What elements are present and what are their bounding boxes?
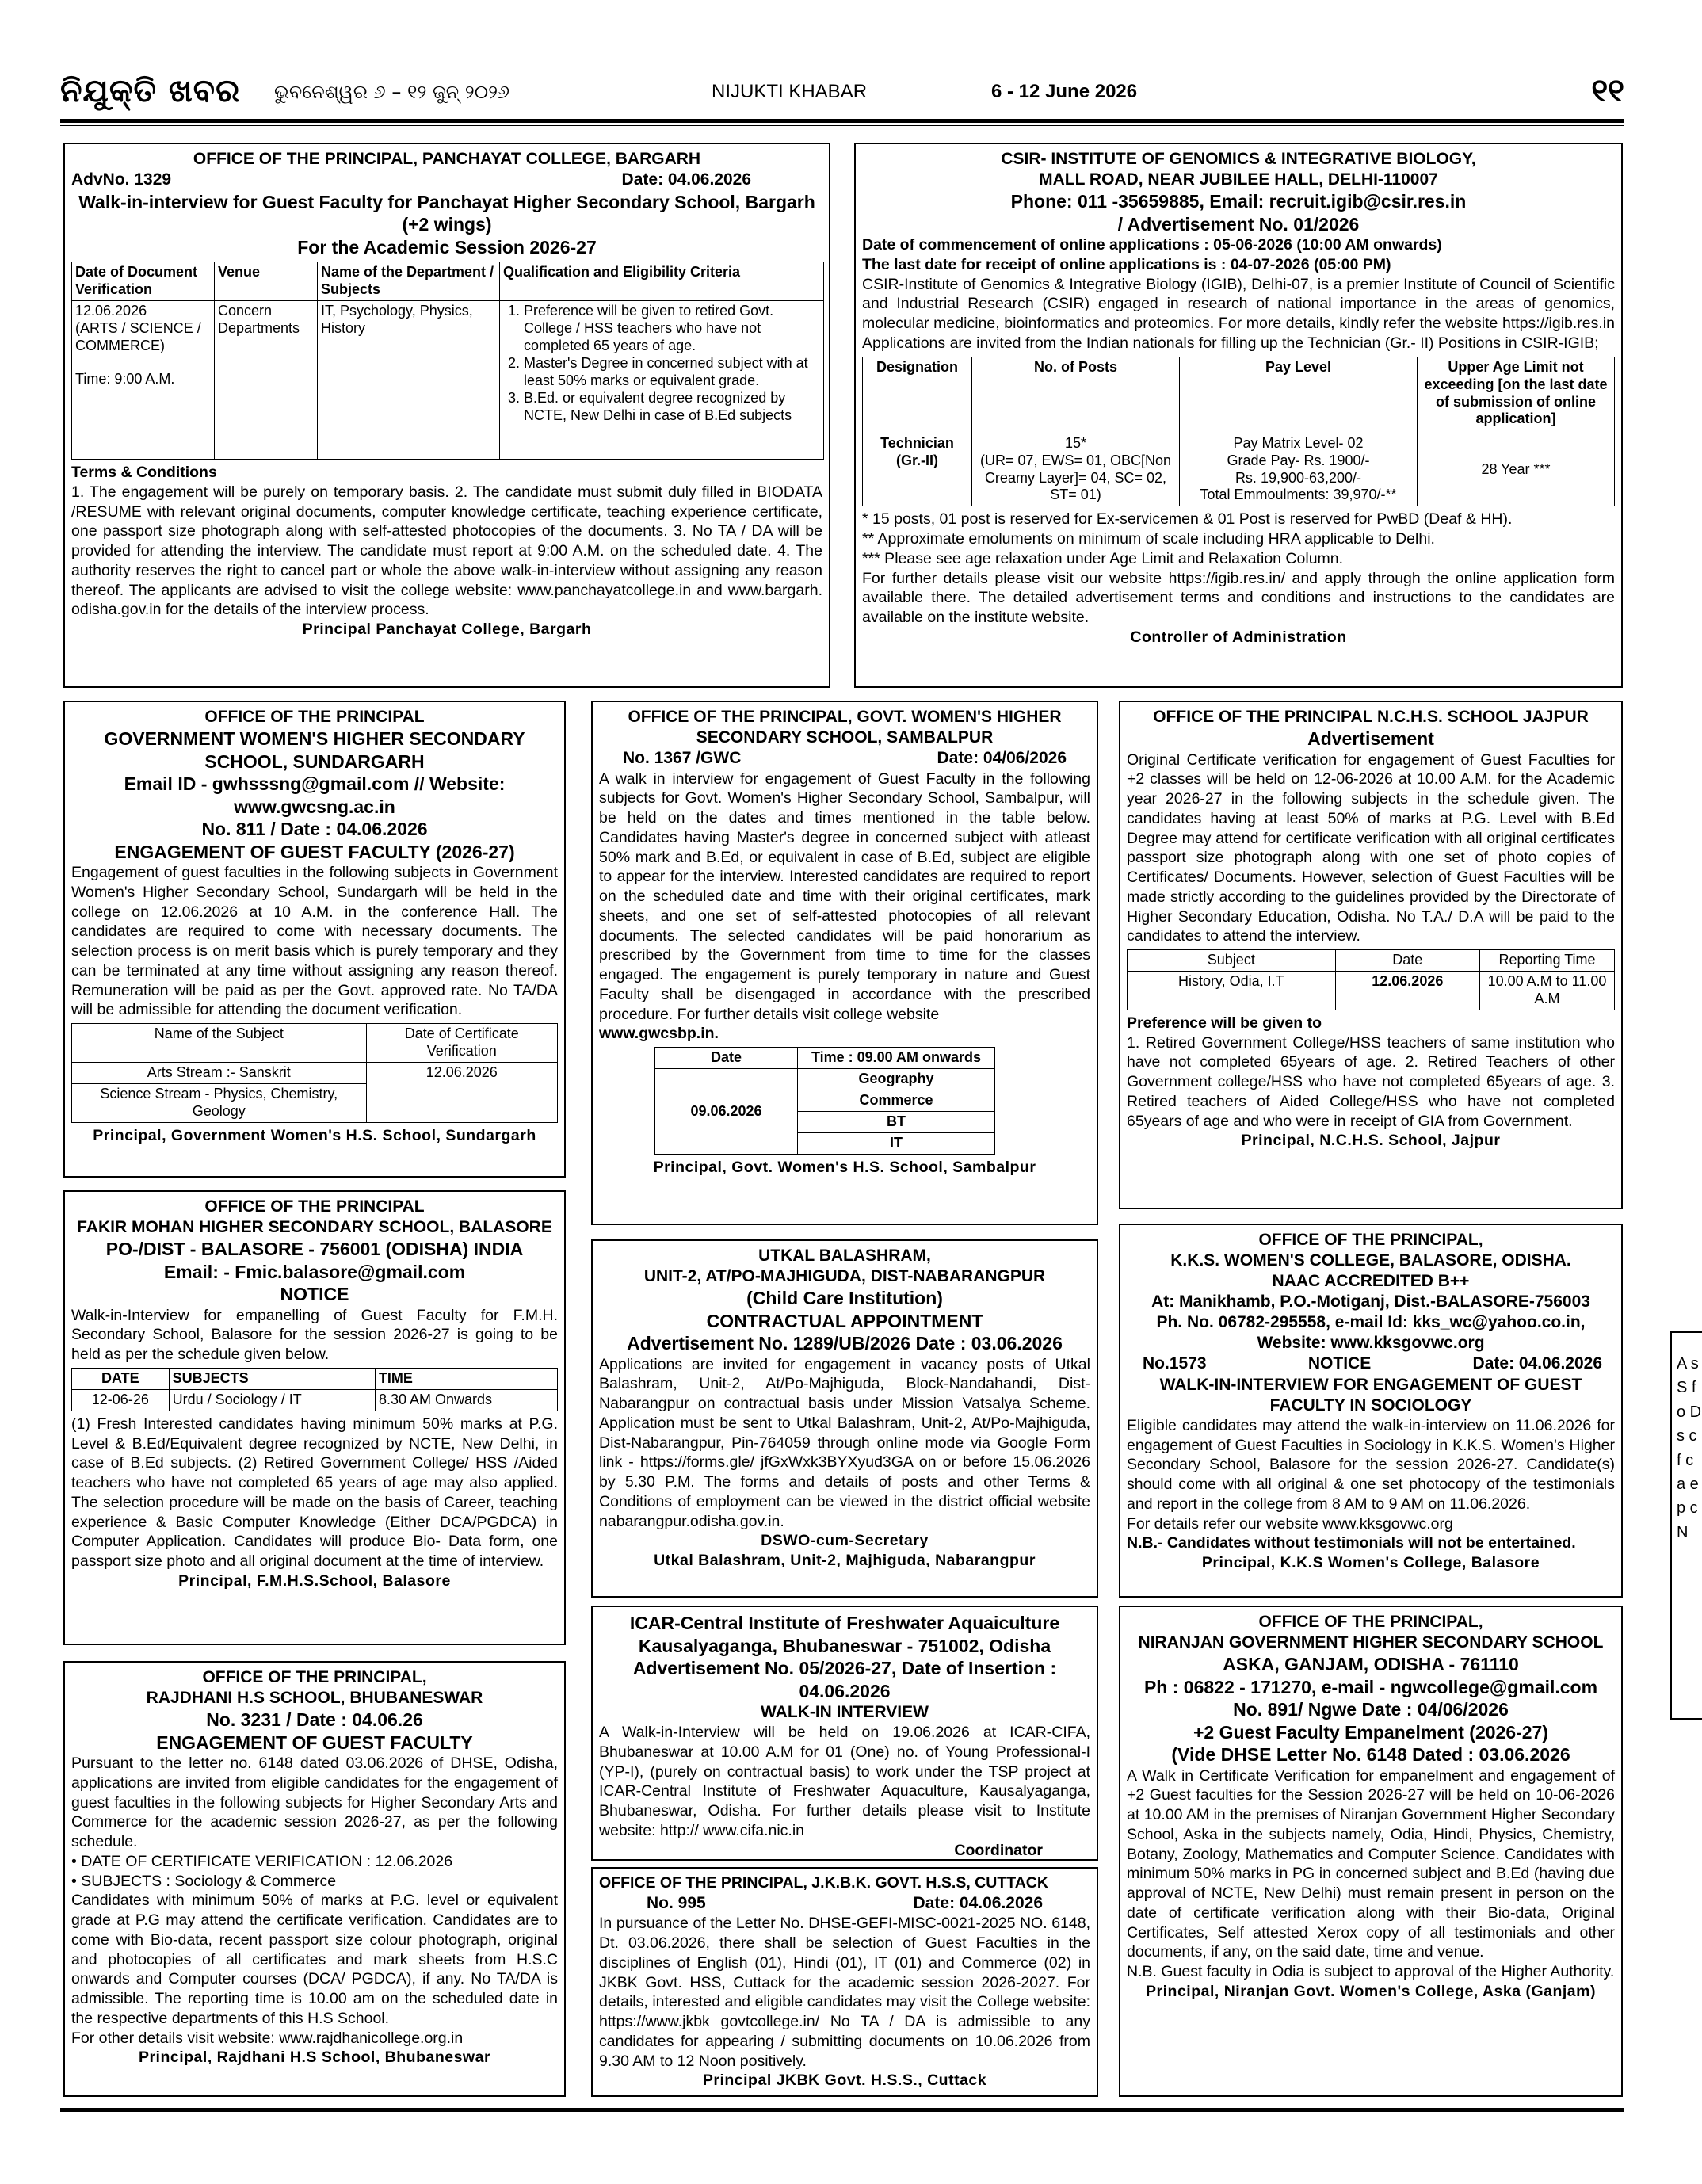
ad-college-name: K.K.S. WOMEN'S COLLEGE, BALASORE, ODISHA. bbox=[1170, 1251, 1571, 1270]
ad-address: Kausalyaganga, Bhubaneswar - 751002, Odisha bbox=[638, 1635, 1051, 1656]
masthead bbox=[60, 73, 1624, 113]
ad-title: CONTRACTUAL APPOINTMENT bbox=[706, 1310, 983, 1331]
col-header: Date bbox=[655, 1048, 798, 1069]
schedule-table bbox=[71, 1368, 558, 1411]
ad-website: For other details visit website: www.rajdhanicollege.org.in bbox=[71, 2029, 464, 2047]
signature: Principal, Rajdhani H.S School, Bhubaneswar bbox=[138, 2048, 491, 2067]
ad-title: WALK-IN INTERVIEW bbox=[761, 1703, 929, 1722]
subject-cell: Geography bbox=[798, 1069, 995, 1090]
schedule-table bbox=[1127, 949, 1615, 1010]
criteria-item: 2. Master's Degree in concerned subject with at least 50% marks or equivalent grade. bbox=[524, 355, 820, 390]
ad-address: At: Manikhamb, P.O.-Motiganj, Dist.-BALASORE-756003 bbox=[1151, 1292, 1590, 1312]
signature: Principal, Niranjan Govt. Women's College, Aska (Ganjam) bbox=[1146, 1982, 1596, 2000]
subject-table bbox=[71, 1023, 558, 1123]
bottom-rule bbox=[60, 2108, 1624, 2112]
col-header: Upper Age Limit not exceeding [on the last date of submission of online application] bbox=[1418, 357, 1615, 433]
col-header: Name of the Subject bbox=[72, 1024, 367, 1063]
ad-address: MALL ROAD, NEAR JUBILEE HALL, DELHI-110007 bbox=[1039, 170, 1438, 189]
ad-ref-row bbox=[599, 748, 1090, 769]
subject-cell: History, Odia, I.T bbox=[1128, 972, 1336, 1010]
table-cell bbox=[72, 301, 215, 460]
subject-cell: Science Stream - Physics, Chemistry, Geology bbox=[72, 1083, 367, 1122]
signature: Utkal Balashram, Unit-2, Majhiguda, Nabarangpur bbox=[654, 1552, 1036, 1570]
ad-accreditation: NAAC ACCREDITED B++ bbox=[1272, 1272, 1470, 1291]
publication-name: NIJUKTI KHABAR bbox=[712, 81, 868, 102]
pay-line: Total Emmoulments: 39,970/-** bbox=[1200, 487, 1397, 503]
page-number: ୧୧ bbox=[1591, 73, 1624, 109]
edition-date: 6 - 12 June 2026 bbox=[991, 81, 1138, 102]
ad-website: www.gwcsbp.in. bbox=[599, 1025, 719, 1043]
ad-heading: OFFICE OF THE PRINCIPAL, GOVT. WOMEN'S HIGHER SECONDARY SCHOOL, SAMBALPUR bbox=[628, 708, 1062, 747]
ad-heading: OFFICE OF THE PRINCIPAL N.C.H.S. SCHOOL JAJPUR bbox=[1153, 708, 1589, 726]
date-cell: 12-06-26 bbox=[72, 1389, 170, 1411]
odia-date: ଭୁବନେଶ୍ୱର ୬ – ୧୨ ଜୁନ୍ ୨୦୨୬ bbox=[274, 81, 510, 103]
ad-rajdhani-hs-school bbox=[63, 1661, 566, 2097]
col-header: Designation bbox=[863, 357, 972, 433]
ad-number: No. 995 bbox=[647, 1893, 706, 1912]
ad-website: Website: www.kksgovwc.org bbox=[1257, 1334, 1485, 1353]
ad-number: No. 891/ Ngwe Date : 04/06/2026 bbox=[1233, 1699, 1509, 1720]
ad-fmhss-balasore bbox=[63, 1190, 566, 1645]
ad-address: PO-/DIST - BALASORE - 756001 (ODISHA) INDIA bbox=[105, 1239, 524, 1260]
terms-heading: Terms & Conditions bbox=[71, 464, 217, 482]
schedule-table bbox=[654, 1047, 995, 1155]
ad-heading: OFFICE OF THE PRINCIPAL, PANCHAYAT COLLEGE, BARGARH bbox=[193, 150, 701, 168]
subject-cell: IT bbox=[798, 1133, 995, 1155]
ad-title: ENGAGEMENT OF GUEST FACULTY (2026-27) bbox=[114, 841, 515, 862]
ad-session: For the Academic Session 2026-27 bbox=[297, 236, 597, 258]
table-cell: Concern Departments bbox=[215, 301, 318, 460]
cell-date: 12.06.2026 bbox=[75, 303, 147, 319]
pay-line: Rs. 19,900-63,200/- bbox=[1235, 469, 1362, 486]
preference-text: 1. Retired Government College/HSS teachers of same institution who have not completed 65years of age. 2. Retired Teachers of other Government college/HSS who have not completed 65years of age. 3. Retired teachers of Aided College/HSS who have not completed 65years of age and who were in receipt of GIA from Government. bbox=[1127, 1033, 1615, 1130]
time-cell: 10.00 A.M to 11.00 A.M bbox=[1480, 972, 1615, 1010]
subject-cell: BT bbox=[798, 1112, 995, 1133]
posts-cell bbox=[972, 433, 1180, 506]
ad-title: WALK-IN-INTERVIEW FOR ENGAGEMENT OF GUEST FACULTY IN SOCIOLOGY bbox=[1159, 1375, 1582, 1415]
ad-icar-cifa bbox=[591, 1606, 1098, 1861]
ad-niranjan-hss-aska bbox=[1119, 1606, 1623, 2097]
pay-line: Pay Matrix Level- 02 bbox=[1233, 434, 1364, 451]
ad-contact: Phone: 011 -35659885, Email: recruit.igib@csir.res.in bbox=[1010, 191, 1467, 212]
ad-body: A Walk-in-Interview will be held on 19.06.2026 at ICAR-CIFA, Bhubaneswar at 10.00 A.M for 01 (One) no. of Young Professional-I (YP-I), (purely on contractual basis) to work under the TSP project at ICAR-Central Institute of Freshwater Aquaculture, Kausalyaganga, Bhubaneswar, Odisha. For further details please visit to Institute website: http:// www.cifa.nic.in bbox=[599, 1724, 1090, 1839]
signature: Principal, Govt. Women's H.S. School, Sambalpur bbox=[653, 1158, 1036, 1176]
ad-heading: UTKAL BALASHRAM, bbox=[758, 1247, 931, 1265]
posts-breakup: (UR= 07, EWS= 01, OBC[Non Creamy Layer]= 04, SC= 02, ST= 01) bbox=[979, 452, 1172, 503]
newspaper-logo: ନିଯୁକ୍ତି ଖବର bbox=[60, 73, 241, 109]
table-cell bbox=[500, 301, 824, 460]
ad-number: No. 811 / Date : 04.06.2026 bbox=[201, 819, 428, 840]
note: ** Approximate emoluments on minimum of scale including HRA applicable to Delhi. bbox=[862, 530, 1435, 548]
ad-heading: OFFICE OF THE PRINCIPAL, bbox=[1258, 1231, 1483, 1249]
ad-body: Eligible candidates may attend the walk-in-interview on 11.06.2026 for engagement of Guest Faculties in Sociology in K.K.S. Women's Higher Secondary School, Balasore for the session 2026-27. Candidate(s) should come with all original & one set photocopy of the testimonials and report in the college from 8 AM to 9 AM on 11.06.2026. bbox=[1127, 1416, 1615, 1513]
ad-contact: Ph. No. 06782-295558, e-mail Id: kks_wc@yahoo.co.in, bbox=[1156, 1313, 1586, 1332]
designation-cell: Technician (Gr.-II) bbox=[863, 433, 972, 506]
col-header: Pay Level bbox=[1180, 357, 1418, 433]
note: *** Please see age relaxation under Age Limit and Relaxation Column. bbox=[862, 549, 1344, 567]
col-header: Venue bbox=[215, 262, 318, 301]
signature: DSWO-cum-Secretary bbox=[761, 1532, 929, 1550]
ad-ref-row bbox=[71, 170, 822, 191]
posts-table bbox=[862, 357, 1615, 507]
ad-date: Date: 04/06/2026 bbox=[937, 749, 1067, 768]
ad-title: NOTICE bbox=[280, 1284, 349, 1305]
col-header: Qualification and Eligibility Criteria bbox=[500, 262, 824, 301]
criteria-item: 3. B.Ed. or equivalent degree recognized by NCTE, New Delhi in case of B.Ed subjects bbox=[524, 390, 820, 425]
ad-body: Walk-in-Interview for empanelling of Guest Faculty for F.M.H. Secondary School, Balasore for the session 2026-27 is going to be held as per the schedule given below. bbox=[71, 1306, 558, 1364]
bullet-item: • DATE OF CERTIFICATE VERIFICATION : 12.06.2026 bbox=[71, 1852, 453, 1870]
pay-cell bbox=[1180, 433, 1418, 506]
col-header: Date of Document Verification bbox=[72, 262, 215, 301]
note: * 15 posts, 01 post is reserved for Ex-servicemen & 01 Post is reserved for PwBD (Deaf & HH). bbox=[862, 510, 1513, 529]
col-header: Date of Certificate Verification bbox=[366, 1024, 557, 1063]
top-rule-thin bbox=[60, 125, 1624, 126]
ad-ref-row bbox=[1127, 1354, 1615, 1375]
last-date: The last date for receipt of online applications is : 04-07-2026 (05:00 PM) bbox=[862, 255, 1391, 273]
top-rule bbox=[60, 119, 1624, 123]
col-header: Name of the Department / Subjects bbox=[318, 262, 500, 301]
ad-heading: OFFICE OF THE PRINCIPAL, bbox=[202, 1668, 427, 1686]
ad-number: No.1573 bbox=[1143, 1354, 1207, 1373]
ad-contact: Ph : 06822 - 171270, e-mail - ngwcollege@gmail.com bbox=[1143, 1676, 1598, 1697]
ad-body: In pursuance of the Letter No. DHSE-GEFI-MISC-0021-2025 NO. 6148, Dt. 03.06.2026, there shall be selection of Guest Faculties in the disciplines of English (01), Hindi (01), IT (01) and Commerce (02) in JKBK Govt. HSS, Cuttack for the academic session 2026-2027. For details, interested and eligible candidates may visit the College website: https://www.jkbk govtcollege.in/ No TA / DA is admissible to any candidates for appearing / submitting documents on 10.06.2026 from 9.30 AM to 12 Noon positively. bbox=[599, 1915, 1090, 2070]
age-cell: 28 Year *** bbox=[1418, 433, 1615, 506]
signature: Principal, F.M.H.S.School, Balasore bbox=[178, 1571, 451, 1590]
signature: Principal, Government Women's H.S. School, Sundargarh bbox=[93, 1126, 536, 1144]
ad-ref-row bbox=[599, 1893, 1090, 1915]
ad-body: Pursuant to the letter no. 6148 dated 03.06.2026 of DHSE, Odisha, applications are invited from eligible candidates for the engagement of guest faculties in the following subjects for Higher Secondary Arts and Commerce for the academic session 2026-27, as per the following schedule. bbox=[71, 1754, 558, 1851]
col-header: Date bbox=[1335, 950, 1479, 972]
signature: Controller of Administration bbox=[1130, 628, 1347, 646]
criteria-item: 1. Preference will be given to retired Govt. College / HSS teachers who have not completed 65 years of age. bbox=[524, 303, 820, 355]
col-header: Subject bbox=[1128, 950, 1336, 972]
ad-contact: Email ID - gwhsssng@gmail.com // Website: www.gwcsng.ac.in bbox=[124, 773, 506, 817]
col-header: SUBJECTS bbox=[169, 1368, 375, 1389]
col-header: No. of Posts bbox=[972, 357, 1180, 433]
ad-title: Advertisement bbox=[1307, 728, 1434, 750]
adjacent-page-fragment: A s S f o D s c f c a e p c N bbox=[1670, 1331, 1702, 1720]
subject-cell: Arts Stream :- Sanskrit bbox=[72, 1063, 367, 1084]
subject-cell: Urdu / Sociology / IT bbox=[169, 1389, 375, 1411]
ad-kks-womens-college bbox=[1119, 1224, 1623, 1598]
ad-number: Advertisement No. 1289/UB/2026 Date : 03.06.2026 bbox=[627, 1333, 1063, 1354]
col-header: TIME bbox=[375, 1368, 557, 1389]
ad-gwhss-sambalpur bbox=[591, 701, 1098, 1225]
ad-csir-igib bbox=[854, 143, 1623, 688]
adv-number: AdvNo. 1329 bbox=[71, 170, 172, 189]
ad-school-name: NIRANJAN GOVERNMENT HIGHER SECONDARY SCHOOL bbox=[1138, 1633, 1604, 1652]
ad-heading: CSIR- INSTITUTE OF GENOMICS & INTEGRATIVE BIOLOGY, bbox=[1001, 150, 1476, 168]
posts-count: 15* bbox=[1064, 434, 1087, 451]
col-header: Reporting Time bbox=[1480, 950, 1615, 972]
ad-title: +2 Guest Faculty Empanelment (2026-27) bbox=[1193, 1721, 1549, 1743]
terms-text: 1. The engagement will be purely on temporary basis. 2. The candidate must submit duly filled in BIODATA /RESUME with relevant original documents, computer knowledge certificate, teaching experience certificate, one passport size photograph along with self-attested photocopies of the documents. 3. No TA / DA will be provided for attending the interview. The candidate must report at 9:00 A.M. on the scheduled date. 4. The authority reserves the right to cancel part or whole the above walk-in-interview without assigning any reason thereof. The applicants are advised to visit the college website: www.panchayatcollege.in and www.bargarh. odisha.gov.in for the details of the interview process. bbox=[71, 483, 822, 619]
ad-body: A Walk in Certificate Verification for empanelment and engagement of +2 Guest faculties for the Session 2026-27 will be held on 10-06-2026 at 10.00 AM in the premises of Niranjan Government Higher Secondary School, Aska in the subjects namely, Odia, Hindi, Physics, Chemistry, Botany, Zoology, Mathematics and Computer Science. Candidates with minimum 50% marks in PG in concerned subject and B.Ed (having due approval of NCTE, New Delhi) must remain present in person on the date of certificate verification along with their Bio-data, Original Certificates, Self attested Xerox copy of all testimonials and other documents, if any, on the said date, time and venue. bbox=[1127, 1766, 1615, 1961]
ad-body: Applications are invited for engagement in vacancy posts of Utkal Balashram, Unit-2, At/Po-Majhiguda, Block-Nandahandi, Dist-Nabarangpur on contractual basis under Mission Vatsalya Scheme. Application must be sent to Utkal Balashram, Unit-2, At/Po-Majhiguda, Dist-Nabarangpur, Pin-764059 through online mode via Google Form link - https://forms.gle/ jfGxWxk3BYXyud3GA on or before 15.06.2026 by 5.30 P.M. The forms and details of posts and other Terms & Conditions of employment can be viewed in the district official website nabarangpur.odisha.gov.in. bbox=[599, 1355, 1090, 1530]
signature: Coordinator bbox=[954, 1841, 1043, 1859]
ad-number: No. 3231 / Date : 04.06.26 bbox=[206, 1709, 423, 1731]
commencement-date: Date of commencement of online applications : 05-06-2026 (10:00 AM onwards) bbox=[862, 236, 1442, 254]
subject-cell: Commerce bbox=[798, 1090, 995, 1112]
col-header: Time : 09.00 AM onwards bbox=[798, 1048, 995, 1069]
nb-note: N.B.- Candidates without testimonials will not be entertained. bbox=[1127, 1534, 1576, 1552]
ad-website-line: For details refer our website www.kksgovwc.org bbox=[1127, 1514, 1453, 1533]
signature: Principal JKBK Govt. H.S.S., Cuttack bbox=[702, 2071, 987, 2090]
ad-body: Engagement of guest faculties in the following subjects in Government Women's Higher Secondary School, Sundargarh will be held in the college on 12.06.2026 at 10 A.M. in the conference Hall. The candidates are required to come with necessary documents. The selection process is on merit basis which is purely temporary and they can be terminated at any time without assigning any reason thereof. Remuneration will be paid as per the Govt. approved rate. No TA/DA will be admissible for attending the document verification. bbox=[71, 864, 558, 1019]
ad-subheading: Walk-in-interview for Guest Faculty for Panchayat Higher Secondary School, Bargarh (+2 wings) bbox=[78, 191, 815, 235]
ad-number: Advertisement No. 05/2026-27, Date of Insertion : 04.06.2026 bbox=[632, 1658, 1057, 1701]
table-cell: IT, Psychology, Physics, History bbox=[318, 301, 500, 460]
ad-gwhss-sundargarh bbox=[63, 701, 566, 1178]
ad-heading: OFFICE OF THE PRINCIPAL, bbox=[1258, 1613, 1483, 1631]
adv-date: Date: 04.06.2026 bbox=[621, 170, 751, 189]
ad-panchayat-college bbox=[63, 143, 830, 688]
date-cell: 09.06.2026 bbox=[655, 1069, 798, 1155]
col-header: DATE bbox=[72, 1368, 170, 1389]
bullet-item: • SUBJECTS : Sociology & Commerce bbox=[71, 1872, 337, 1890]
ad-body: Original Certificate verification for engagement of Guest Faculties for +2 classes will be held on 12-06-2026 at 10.00 A.M. for the Academic year 2026-27 in the following subjects in the schedule given. The candidates having at least 50% of marks at P.G. Level with B.Ed Degree may attend for certificate verification with all original certificates passport size photograph along with one set of photo copies of Certificates/ Documents. However, selection of Guest Faculties will be made strictly according to the guidelines provided by the Directorate of Higher Secondary Education, Odisha. No T.A./ D.A will be paid to the candidates to attend the interview. bbox=[1127, 750, 1615, 945]
date-cell: 12.06.2026 bbox=[366, 1063, 557, 1123]
interview-table bbox=[71, 262, 824, 460]
ad-heading: OFFICE OF THE PRINCIPAL, J.K.B.K. GOVT. H.S.S, CUTTACK bbox=[599, 1874, 1048, 1892]
ad-number: / Advertisement No. 01/2026 bbox=[1117, 213, 1360, 235]
signature: Principal, N.C.H.S. School, Jajpur bbox=[1241, 1132, 1501, 1150]
ad-jkbk-hss-cuttack bbox=[591, 1867, 1098, 2097]
pay-line: Grade Pay- Rs. 1900/- bbox=[1227, 452, 1370, 468]
ad-school-name: FAKIR MOHAN HIGHER SECONDARY SCHOOL, BALASORE bbox=[77, 1218, 552, 1237]
ad-body-2: Candidates with minimum 50% of marks at P.G. level or equivalent grade at P.G may attend the certificate verification. Candidates are to come with Bio-data, recent passport size colour photograph, original and photocopies of all certificates and mark sheets from H.S.C onwards and Computer courses (DCA/ PGDCA), if any. No TA/DA is admissible. The reporting time is 10.00 am on the scheduled date in the respective departments of this H.S School. bbox=[71, 1892, 558, 2027]
nb-note: N.B. Guest faculty in Odia is subject to approval of the Higher Authority. bbox=[1127, 1963, 1615, 1981]
ad-address: ASKA, GANJAM, ODISHA - 761110 bbox=[1223, 1654, 1519, 1675]
note: For further details please visit our website https://igib.res.in/ and apply through the online application form available there. The detailed advertisement terms and conditions and instructions to the candidates are available on the institute website. bbox=[862, 569, 1615, 627]
ad-body: A walk in interview for engagement of Guest Faculty in the following subjects for Govt. Women's Higher Secondary School, Sambalpur, will be held on the dates and times mentioned in the table below. Candidates having Master's degree in concerned subject with atleast 50% mark and B.Ed, or equivalent in case of B.Ed, subject are eligible to appear for the interview. Interested candidates are required to report on the scheduled date and time with their original certificates, mark sheets, and one set of self-attested photocopies of all relevant documents. The selected candidates will be paid honorarium as prescribed by the Government from time to time for the classes engaged. The engagement is purely temporary in nature and Guest Faculty shall be disengaged in accordance with the prescribed procedure. For further details visit college website bbox=[599, 769, 1090, 1023]
preference-heading: Preference will be given to bbox=[1127, 1014, 1322, 1032]
ad-title: ENGAGEMENT OF GUEST FACULTY bbox=[156, 1732, 473, 1753]
cell-streams: (ARTS / SCIENCE / COMMERCE) bbox=[75, 320, 201, 354]
ad-body: CSIR-Institute of Genomics & Integrative Biology (IGIB), Delhi-07, is a premier Institute of Council of Scientific and Industrial Research (CSIR) engaged in research of national importance in the areas of genomics, molecular medicine, bioinformatics and proteomics. For more details, kindly refer the website https://igib.res.in Applications are invited from the Indian nationals for filling up the Technician (Gr.- II) Positions in CSIR-IGIB; bbox=[862, 275, 1615, 352]
ad-school-name: GOVERNMENT WOMEN'S HIGHER SECONDARY SCHOOL, SUNDARGARH bbox=[104, 728, 525, 772]
ad-number: No. 1367 /GWC bbox=[623, 749, 742, 768]
ad-utkal-balashram bbox=[591, 1239, 1098, 1598]
ad-notice: NOTICE bbox=[1307, 1354, 1372, 1373]
ad-reference: (Vide DHSE Letter No. 6148 Dated : 03.06.2026 bbox=[1171, 1744, 1570, 1766]
ad-body-2: (1) Fresh Interested candidates having minimum 50% marks at P.G. Level & B.Ed/Equivalent degree recognized by NCTE, New Delhi, in case of B.Ed subjects. (2) Retired Government College/ HSS /Aided teachers who have not completed 65 years of age may also applied. The selection procedure will be made on the basis of Career, teaching experience & Basic Computer Knowledge (Either DCA/PGDCA) in Computer Application. Candidates will produce Bio- Data form, one passport size photo and all original document at the time of interview. bbox=[71, 1415, 558, 1571]
ad-heading: OFFICE OF THE PRINCIPAL bbox=[204, 708, 425, 726]
cell-time: Time: 9:00 A.M. bbox=[75, 371, 175, 387]
ad-date: Date: 04.06.2026 bbox=[913, 1893, 1043, 1912]
ad-school-name: RAJDHANI H.S SCHOOL, BHUBANESWAR bbox=[146, 1689, 483, 1708]
ad-nchs-jajpur bbox=[1119, 701, 1623, 1209]
time-cell: 8.30 AM Onwards bbox=[375, 1389, 557, 1411]
ad-subtitle: (Child Care Institution) bbox=[746, 1288, 943, 1309]
signature: Principal, K.K.S Women's College, Balasore bbox=[1201, 1554, 1540, 1572]
date-cell: 12.06.2026 bbox=[1335, 972, 1479, 1010]
signature: Principal Panchayat College, Bargarh bbox=[302, 620, 592, 639]
ad-address: UNIT-2, AT/PO-MAJHIGUDA, DIST-NABARANGPUR bbox=[643, 1267, 1046, 1286]
ad-heading: OFFICE OF THE PRINCIPAL bbox=[204, 1197, 425, 1216]
ad-date: Date: 04.06.2026 bbox=[1472, 1354, 1602, 1373]
ad-heading: ICAR-Central Institute of Freshwater Aquaiculture bbox=[629, 1613, 1060, 1633]
ad-email: Email: - Fmic.balasore@gmail.com bbox=[163, 1261, 466, 1282]
